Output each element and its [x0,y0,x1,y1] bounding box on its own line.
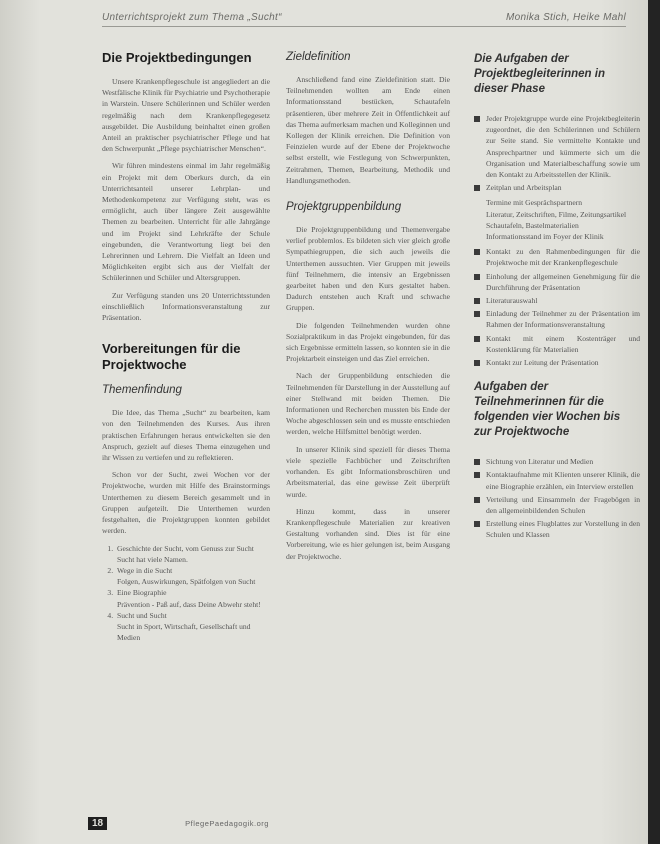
list-item: Kontakt zur Leitung der Präsentation [474,357,640,368]
paragraph: Wir führen mindestens einmal im Jahr regelmäßig ein Projekt mit dem Oberkurs durch, da ein Unterrichtsanteil unserer Lehrplan- und Methodenkompetenz zur Verfügung steht, was es ermöglicht, auch über längere Zeit ausgewählte Themen zu bearbeiten. Unterricht für alle Jahrgänge und im Projekt sind Lehrkräfte der Schule eingebunden, die Verantwortung liegt bei den Lehrerinnen und Lehrern. Die Vielfalt an Ideen und Möglichkeiten ergibt sich aus der Vielfalt der Schülerinnen und Schüler und Altersgruppen. [102,161,270,283]
list-subitem: Informationsstand im Foyer der Klinik [486,232,604,242]
column-right [474,44,640,545]
list-item: 4. Sucht und Sucht Sucht in Sport, Wirtschaft, Gesellschaft und Medien [115,610,270,644]
topic-list [102,543,270,644]
column-left [102,44,270,649]
paragraph: Die folgenden Teilnehmenden wurden ohne Sozialpraktikum in das Projekt eingebunden, für das sich Ergebnisse ermitteln lassen, so konnten sie in die Projektarbeit einsteigen und das Ziel erreichen. [286,320,450,364]
section-title-aufgaben-begleiterinnen: Die Aufgaben der Projektbegleiterinnen in dieser Phase [474,53,605,95]
list-item: Kontaktaufnahme mit Klienten unserer Klinik, die eine Biographie erzählen, ein Interview erstellen [474,469,640,491]
paragraph: Die Projektgruppenbildung und Themenvergabe verlief problemlos. Es bildeten sich vier gleich große Sympathiegruppen, die sich auch jeweils die Unterthemen aussuchten. Vier Gruppen mit jeweils fünf Teilnehmern, die intensiv an Ergebnissen gearbeitet haben und den Kurs gestaltet haben. Dadurch entstehen auch Kraft und schwache Gruppen. [286,225,450,313]
section-title-vorbereitungen: Vorbereitungen für die Projektwoche [102,341,241,373]
running-header-left: Unterrichtsprojekt zum Thema „Sucht“ [102,12,282,23]
list-item: Einladung der Teilnehmer zu der Präsentation im Rahmen der Informationsveranstaltung [474,308,640,330]
list-item: 3. Eine Biographie Prävention - Paß auf, dass Deine Abwehr steht! [115,587,270,609]
list-item: Literaturauswahl [474,295,640,306]
footer-url: PflegePaedagogik.org [185,819,269,828]
list-item: 2. Wege in die Sucht Folgen, Auswirkungen, Spätfolgen von Sucht [115,565,270,587]
section-title-aufgaben-teilnehmerinnen: Aufgaben der Teilnehmerinnen für die folgenden vier Wochen bis zur Projektwoche [474,381,621,439]
running-header-right: Monika Stich, Heike Mahl [505,12,626,23]
paragraph: Hinzu kommt, dass in unserer Krankenpflegeschule Materialien zur kreativen Gestaltung vorhanden sind. Dies ist für eine Vorbereitung, wie es hier gelungen ist, beim Ausgang der Projektwoche. [286,506,450,561]
list-item: Einholung der allgemeinen Genehmigung für die Durchführung der Präsentation [474,271,640,293]
list-item: Sichtung von Literatur und Medien [474,456,640,467]
paragraph: Anschließend fand eine Zieldefinition statt. Die Teilnehmenden wollten am Ende einen Informationsstand bestücken, Schautafeln präsentieren, über mehrere Zeit in Öffentlichkeit auf das Thema aufmerksam machen und Kolleginnen und Kollegen der Klinik erreichen. Die Definition von Feinzielen wurde auf der Ebene der Projektwoche selbst erstellt, wie Festlegung von Schwerpunkten, Zeitrahmen, Themen, Bearbeitung, Methodik und Handlungsmethoden. [286,75,450,185]
list-item: Kontakt mit einem Kostenträger und Kostenklärung für Materialien [474,333,640,355]
page-edge-shadow [648,0,660,844]
subheading-themenfindung: Themenfindung [102,384,182,397]
paragraph: Nach der Gruppenbildung entschieden die Teilnehmenden für Darstellung in der Ausstellung auf einer Stellwand mit beiden Themen. Die Informationen und Recherchen mussten bis Ende der Woche abgeschlossen sein und es musste entschieden werden, welche Hilfsmittel benötigt werden. [286,371,450,437]
bullet-list [474,246,640,368]
bullet-list [474,456,640,540]
paragraph: Unsere Krankenpflegeschule ist angegliedert an die Westfälische Klinik für Psychiatrie und Psychotherapie in Warstein. Unsere Schülerinnen und Schüler werden regelmäßig nach dem Krankenpflegegesetz ausgebildet. Die Ausbildung beinhaltet einen großen Anteil an praktischer psychiatrischer Pflege und hat den Schwerpunkt „Pflege psychiatrischer Menschen“. [102,77,270,154]
list-item: Zeitplan und Arbeitsplan [474,182,640,193]
paragraph: In unserer Klinik sind speziell für dieses Thema viele spezielle Fachbücher und Zeitschriften vorhanden. Es gibt Informationsbroschüren und Arbeitsmaterial, das eine gewisse Zeit überprüft wurde. [286,444,450,499]
list-item: Verteilung und Einsammeln der Fragebögen in den allgemeinbildenden Schulen [474,494,640,516]
section-title-projektbedingungen: Die Projektbedingungen [102,50,252,65]
paragraph: Schon vor der Sucht, zwei Wochen vor der Projektwoche, wurden mit Hilfe des Brainstormings Unterthemen zu diesem Bereich gesammelt und in Gruppen aufgeteilt. Die Unterthemen wurden festgehalten, die Projektgruppen konnten gebildet werden. [102,470,270,536]
paragraph: Die Idee, das Thema „Sucht“ zu bearbeiten, kam von den Teilnehmenden des Kurses. Aus ihren praktischen Erfahrungen heraus entwickelten sie den Anspruch, gezielt auf dieses Thema einzugehen und ihr Wissen zu vertiefen und zu reflektieren. [102,408,270,463]
paragraph: Zur Verfügung standen uns 20 Unterrichtsstunden einschließlich Informationsveranstaltung zur Präsentation. [102,290,270,323]
subheading-projektgruppenbildung: Projektgruppenbildung [286,201,402,214]
list-item: Erstellung eines Flugblattes zur Vorstellung in den Schulen und Klassen [474,518,640,540]
list-subitem: Termine mit Gesprächspartnern [486,198,583,208]
page-footer [88,817,269,830]
list-item: 1. Geschichte der Sucht, vom Genuss zur Sucht Sucht hat viele Namen. [115,543,270,565]
column-middle [286,44,450,568]
subheading-zieldefinition: Zieldefinition [286,51,351,63]
list-item: Kontakt zu den Rahmenbedingungen für die Projektwoche mit der Krankenpflegeschule [474,246,640,268]
list-item: Jeder Projektgruppe wurde eine Projektbegleiterin zugeordnet, die den Schülerinnen und Schülern zur Seite stand. Sie vermittelte Kontakte und Ansprechpartner und kümmerte sich um die Organisation und Materialbeschaffung sowie um den Kontakt zu Arbeitsstellen der Klinik. [474,113,640,180]
header-rule [102,26,626,27]
list-subitem: Schautafeln, Bastelmaterialien [486,220,579,230]
list-subitem: Literatur, Zeitschriften, Filme, Zeitungsartikel [486,209,627,219]
page-number: 18 [88,817,107,830]
bullet-list [474,113,640,193]
